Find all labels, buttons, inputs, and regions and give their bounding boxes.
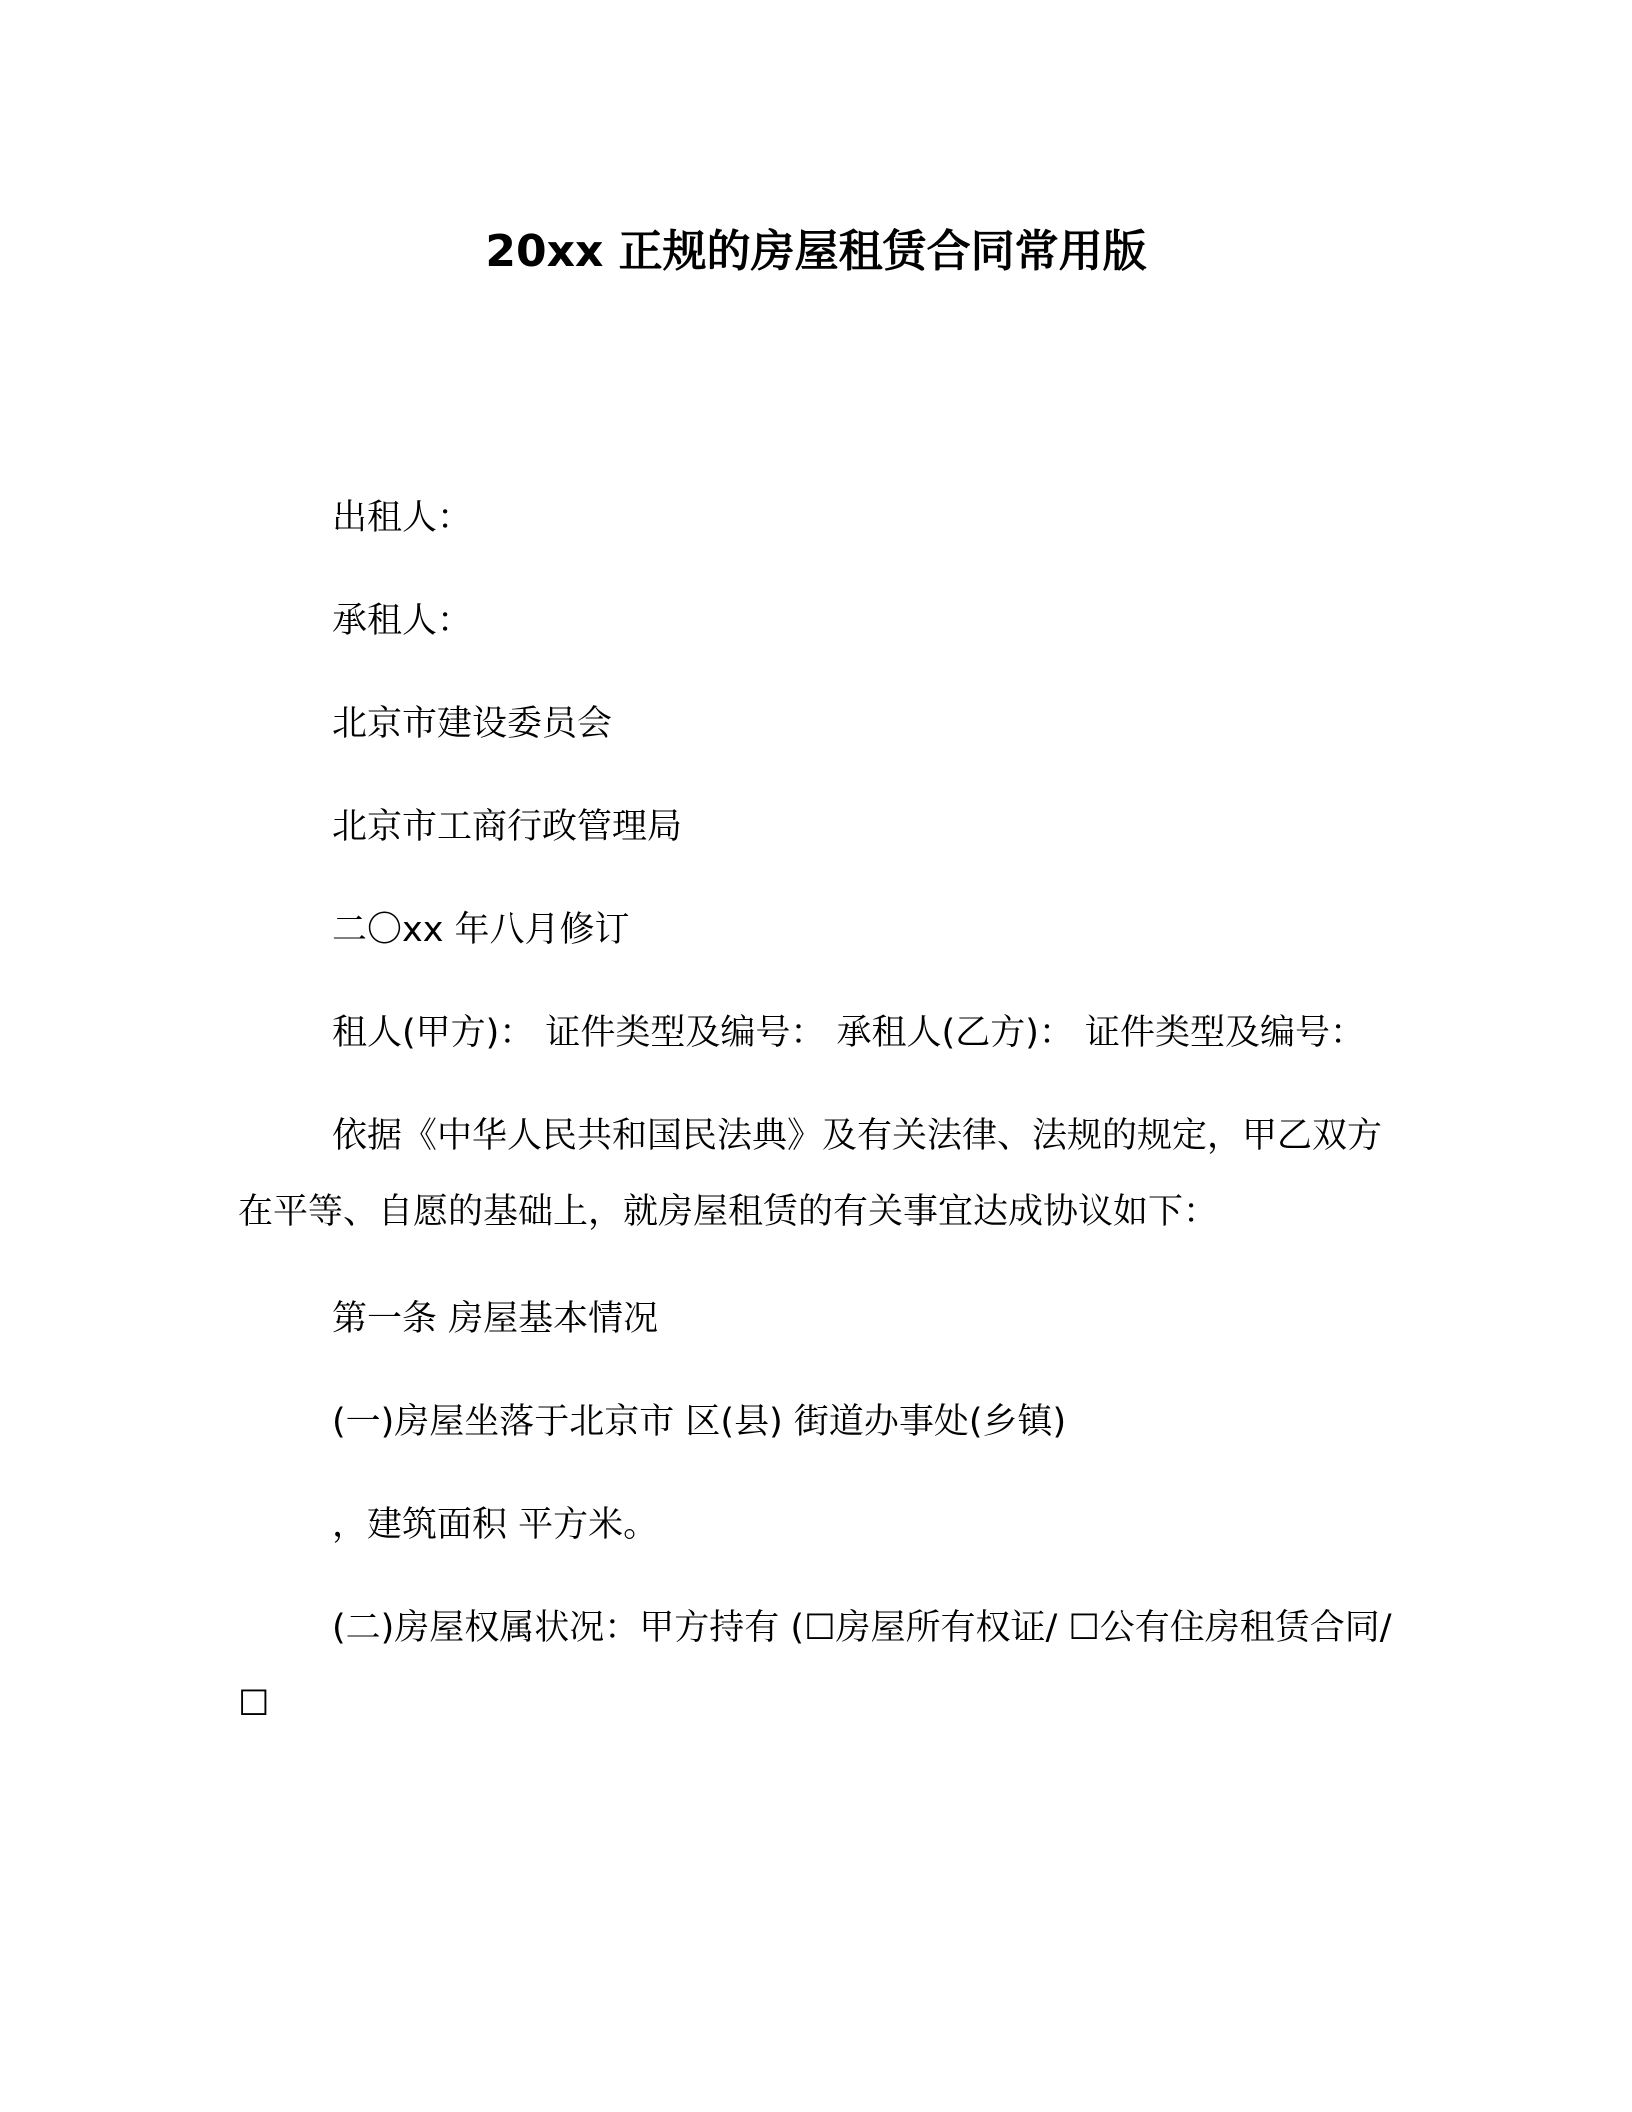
basis-paragraph xyxy=(238,1098,1398,1250)
clause-1-location: (一)房屋坐落于北京市 区(县) 街道办事处(乡镇) xyxy=(332,1402,1067,1442)
parties-id-line: 租人(甲方)： 证件类型及编号： 承租人(乙方)： 证件类型及编号： xyxy=(332,1013,1365,1053)
document-title: 20xx 正规的房屋租赁合同常用版 xyxy=(485,226,1147,277)
clause-2-text: (二)房屋权属状况：甲方持有 (☐房屋所有权证/ ☐公有住房租赁合同/ ☐ xyxy=(238,1608,1392,1724)
issuer-construction-committee: 北京市建设委员会 xyxy=(332,704,613,744)
article-1-heading: 第一条 房屋基本情况 xyxy=(332,1299,659,1339)
revision-date: 二〇xx 年八月修订 xyxy=(332,910,630,950)
basis-text: 依据《中华人民共和国民法典》及有关法律、法规的规定，甲乙双方在平等、自愿的基础上，就房屋租赁的有关事宜达成协议如下： xyxy=(238,1116,1383,1232)
issuer-industry-commerce-bureau: 北京市工商行政管理局 xyxy=(332,807,683,847)
clause-2-ownership xyxy=(238,1590,1398,1742)
lessee-line: 承租人： xyxy=(332,601,473,641)
clause-1-area: ，建筑面积 平方米。 xyxy=(332,1505,659,1545)
lessor-line: 出租人： xyxy=(332,498,473,538)
